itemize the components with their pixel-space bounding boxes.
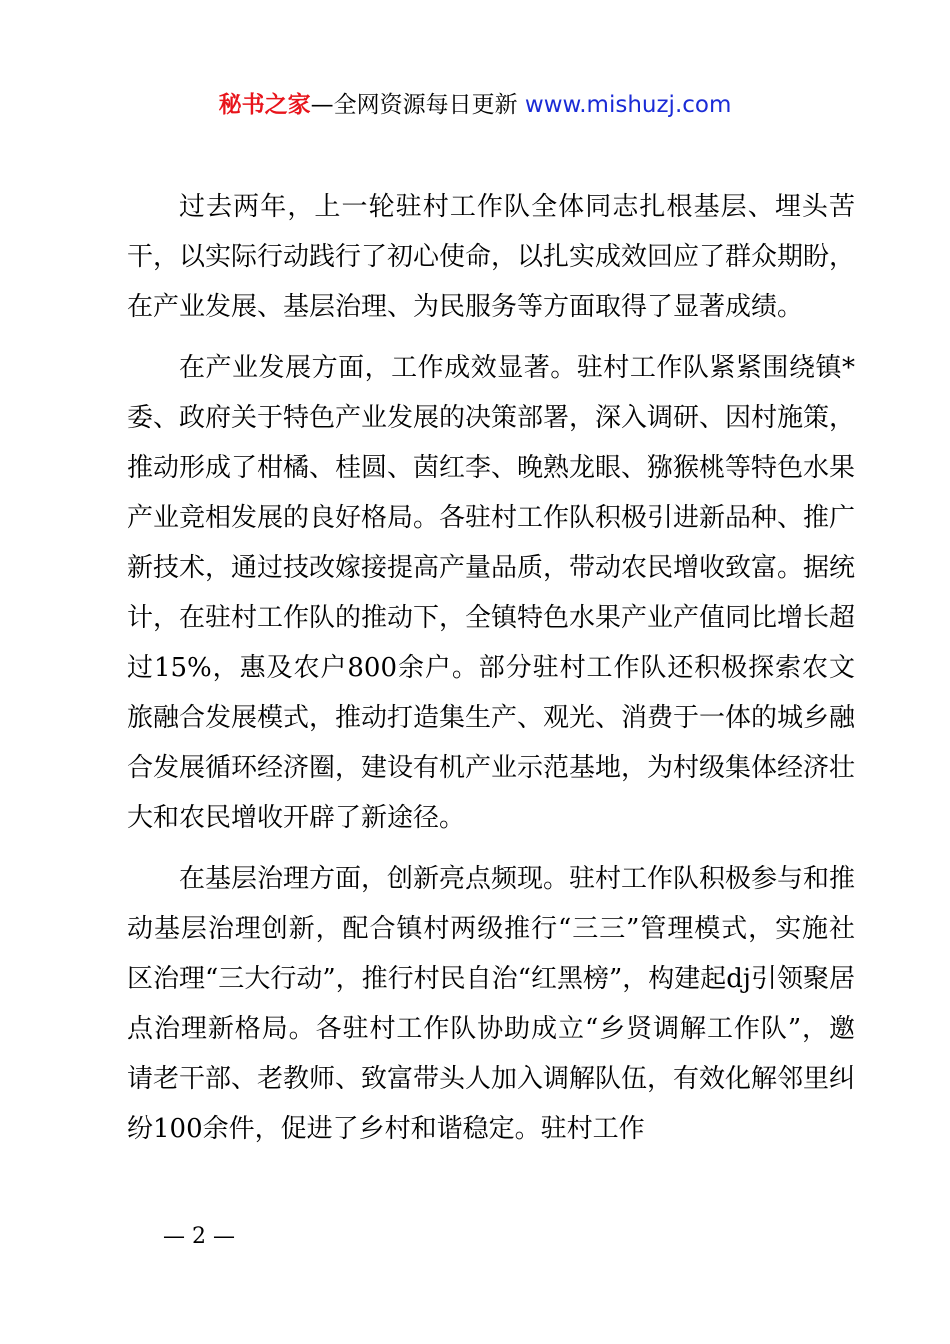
tagline: —全网资源每日更新: [310, 92, 518, 118]
paragraph-governance: 在基层治理方面，创新亮点频现。驻村工作队积极参与和推动基层治理创新，配合镇村两级推行“三三”管理模式，实施社区治理“三大行动”，推行村民自治“红黑榜”，构建起dj引领聚居点治理新格局。各驻村工作队协助成立“乡贤调解工作队”，邀请老干部、老教师、致富带头人加入调解队伍，有效化解邻里纠纷100余件，促进了乡村和谐稳定。驻村工作: [127, 864, 856, 1144]
brand-name: 秘书之家: [218, 92, 311, 118]
paragraph-intro: 过去两年，上一轮驻村工作队全体同志扎根基层、埋头苦干，以实际行动践行了初心使命，以扎实成效回应了群众期盼，在产业发展、基层治理、为民服务等方面取得了显著成绩。: [127, 192, 856, 322]
paragraph-industry: 在产业发展方面，工作成效显著。驻村工作队紧紧围绕镇*委、政府关于特色产业发展的决策部署，深入调研、因村施策，推动形成了柑橘、桂圆、茵红李、晚熟龙眼、猕猴桃等特色水果产业竞相发展的良好格局。各驻村工作队积极引进新品种、推广新技术，通过技改嫁接提高产量品质，带动农民增收致富。据统计，在驻村工作队的推动下，全镇特色水果产业产值同比增长超过15%，惠及农户800余户。部分驻村工作队还积极探索农文旅融合发展模式，推动打造集生产、观光、消费于一体的城乡融合发展循环经济圈，建设有机产业示范基地，为村级集体经济壮大和农民增收开辟了新途径。: [127, 353, 856, 833]
site-banner: [0, 88, 950, 122]
page-number: — 2 —: [163, 1224, 235, 1249]
document-body: [127, 182, 855, 1165]
site-url-link[interactable]: www.mishuzj.com: [524, 92, 732, 118]
